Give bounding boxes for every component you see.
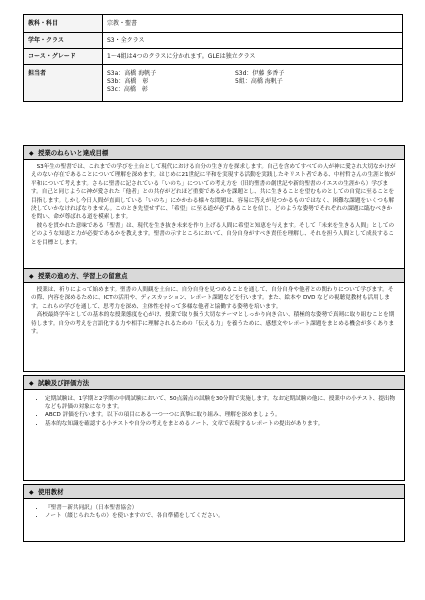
evaluation-item: • ABCD 評価を行います。以下の項目にある一つ一つに真摯に取り組み、理解を深めましょう。 [45,411,397,419]
evaluation-item: • 基本的な知識を確認する小テストや自分の考えをまとめるノート、文章で表現するレポートの提出があります。 [45,420,397,428]
diamond-icon: ◆ [29,273,34,280]
evaluation-title: 試験及び評価方法 [38,379,90,387]
teacher-entry: S3c：高橋 彰 [107,86,148,93]
teacher-entry: S3d：伊藤 多香子 [235,70,285,77]
teacher-entry: S3a：高橋 海帆子 [107,70,157,77]
materials-item: • ノート（綴じられたもの）を使いますので、各自準備をしてください。 [45,512,397,520]
evaluation-item: • 定期試験は、1学期と2学期の中間試験において、50点満点の試験を30分間で実施します。なお定期試験の他に、授業中の小テスト、提出物なども評価の対象になります。 [45,395,397,411]
materials-header [24,485,404,499]
diamond-icon: ◆ [29,380,34,387]
method-paragraph: 授業は、祈りによって始めます。聖書の人間観を土台に、自分自身を見つめることを通して、自分自身や他者との関わりについて学びます。その際、内容を深めるために、ICTの活用や、ディスカッション、レポート課題などを行います。また、絵本や DVD などの視聴覚教材も活用します。これらの学びを通して、思考力を深め、主体性を持って多様な他者と協働する姿勢を培います。 [31,287,394,310]
materials-item: • 『聖書－新共同訳』（日本聖書協会） [45,504,397,512]
method-header [24,269,404,283]
method-section [23,268,405,372]
evaluation-header [24,376,404,390]
materials-section [23,484,405,542]
course-key: コース・グレード [24,49,103,65]
diamond-icon: ◆ [29,150,34,157]
evaluation-section [23,375,405,481]
teacher-list [103,65,403,102]
course-value: 1～4組は4つのクラスに分かれます。GLEは独立クラス [103,49,403,65]
goals-header [24,146,404,160]
subject-key: 教科・科目 [24,15,103,33]
goals-section [23,145,405,269]
materials-title: 使用教材 [38,488,64,496]
teacher-entry: 5組：高橋 海帆子 [235,78,283,85]
method-paragraph: 高校最終学年としての基本的な授業態度を心がけ、授業で取り扱う大切なテーマとしっかり向き合い、積極的な姿勢で真剣に取り組むことを期待します。自分の考えを言語化する力や相手に理解されるための「伝える力」を養うために、感想文やレポート課題をまとめる機会が多くあります。 [31,312,395,336]
goals-paragraph: S3年生の聖書では、これまでの学びを土台として現代における自分の生き方を探求します。自己を含めてすべての人が神に愛され大切なかけがえのない存在であることについて理解を深めます。はじめに21世紀に平和を実現する活動を実践したキリスト者である、中村哲さんの生涯と彼が平和について考えます。さらに聖書に記されている「いのち」についての考え方を（旧約聖書の創世記や新約聖書のイエスの生涯から）学びます。自己と同じように神が愛された「他者」との共存がどれほど重要であるかを課題とし、共に生きることを望むものとしての自覚に至ることを目指します。しかし今日人間が直面している「いのち」にかかわる様々な問題は、容易に答えが見つかるものではなく、困難な課題をいくつも解決していかなければなりません。このとき先望せずに、「希望」に至る道が必ずあることを信じ、どのような姿勢でそれぞれの課題に臨むべきかを問い、命が尊ばれる道を模索します。 [31,164,396,221]
grade-value: S3・全クラス [103,33,403,49]
goals-paragraph: 彼らを貫かれた意味である「聖書」は、現代を生き抜き未来を作り上げる人間に希望と知恵を与えます。そして「未来を生きる人間」としてのどのような知恵と力が必要であるかを教えます。聖書の示すところにおいて、自分自身がすべき責任を理解し、それを担う人間として成長することを目標とします。 [31,222,395,246]
course-info-table [23,14,403,102]
teacher-entry [235,86,398,94]
goals-title: 授業のねらいと達成目標 [38,149,109,157]
grade-key: 学年・クラス [24,33,103,49]
teacher-key: 担当者 [24,65,103,102]
diamond-icon: ◆ [29,489,34,496]
subject-value: 宗教・聖書 [103,15,403,33]
teacher-entry: S3b：高橋 彰 [107,78,149,85]
method-title: 授業の進め方、学習上の留意点 [38,272,128,280]
